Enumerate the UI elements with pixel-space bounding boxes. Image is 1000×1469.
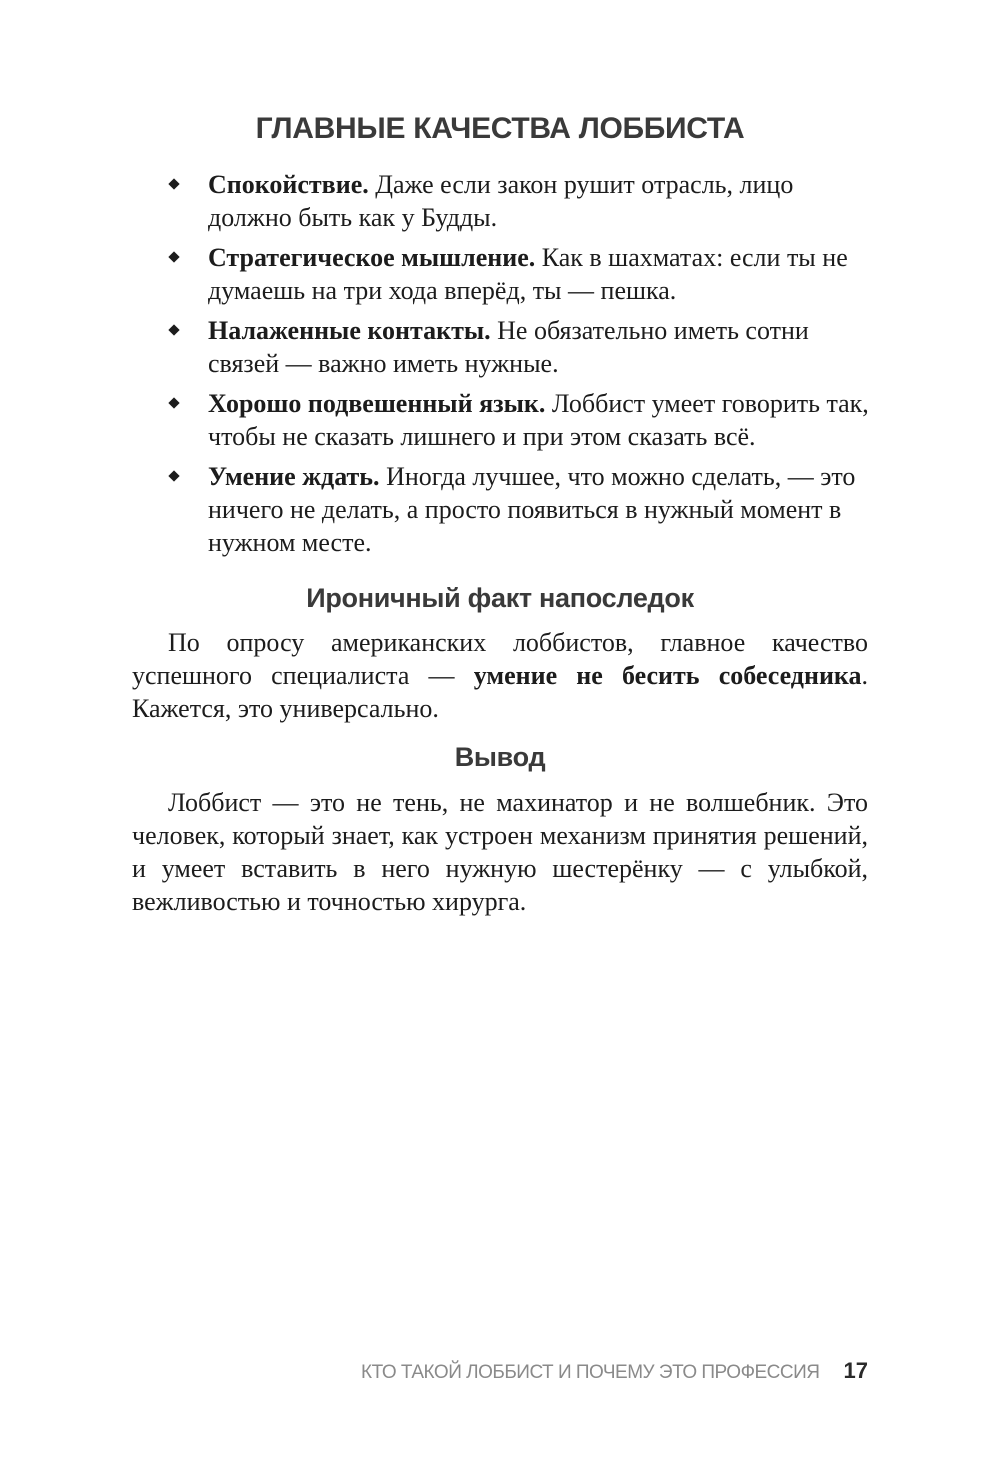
running-title: КТО ТАКОЙ ЛОББИСТ И ПОЧЕМУ ЭТО ПРОФЕССИЯ <box>361 1362 820 1383</box>
conclusion-text: Лоббист — это не тень, не махинатор и не волшебник. Это человек, который знает, как устроен механизм принятия решений, и умеет вставить в него нужную шестерёнку — с улыбкой, вежливостью и точностью хирурга. <box>132 788 868 916</box>
quality-term: Спокойствие. <box>208 170 369 199</box>
quality-term: Хорошо подвешенный язык. <box>208 389 546 418</box>
diamond-bullet-icon <box>168 324 179 335</box>
quality-description: Как в шахматах: если ты не думаешь на три хода вперёд, ты — пешка. <box>208 243 848 305</box>
page-footer <box>132 1358 868 1384</box>
page-number: 17 <box>843 1358 868 1383</box>
quality-term: Умение ждать. <box>208 462 380 491</box>
quality-description: Даже если закон рушит отрасль, лицо должно быть как у Будды. <box>208 170 794 232</box>
section-heading: ГЛАВНЫЕ КАЧЕСТВА ЛОББИСТА <box>255 112 745 145</box>
list-item <box>168 314 870 380</box>
qualities-list <box>168 168 870 566</box>
list-item <box>168 241 870 307</box>
conclusion-heading: Вывод <box>454 742 546 772</box>
fact-text-after: . Кажется, это универсально. <box>132 661 869 723</box>
list-item <box>168 460 870 559</box>
quality-term: Налаженные контакты. <box>208 316 491 345</box>
quality-term: Стратегическое мышление. <box>208 243 536 272</box>
conclusion-paragraph <box>132 786 868 918</box>
quality-description: Иногда лучшее, что можно сделать, — это ничего не делать, а просто появиться в нужный момент в нужном месте. <box>208 462 856 557</box>
diamond-bullet-icon <box>168 397 179 408</box>
diamond-bullet-icon <box>168 178 179 189</box>
list-item <box>168 168 870 234</box>
diamond-bullet-icon <box>168 251 179 262</box>
fact-text-before: По опросу американских лоббистов, главное качество успешного специалиста — <box>132 628 868 690</box>
quality-description: Лоббист умеет говорить так, чтобы не сказать лишнего и при этом сказать всё. <box>208 389 869 451</box>
fact-heading: Ироничный факт напоследок <box>306 583 694 613</box>
list-item <box>168 387 870 453</box>
quality-description: Не обязательно иметь сотни связей — важно иметь нужные. <box>208 316 809 378</box>
fact-emphasis: умение не бесить собеседника <box>473 661 862 690</box>
fact-paragraph <box>132 626 868 725</box>
diamond-bullet-icon <box>168 470 179 481</box>
